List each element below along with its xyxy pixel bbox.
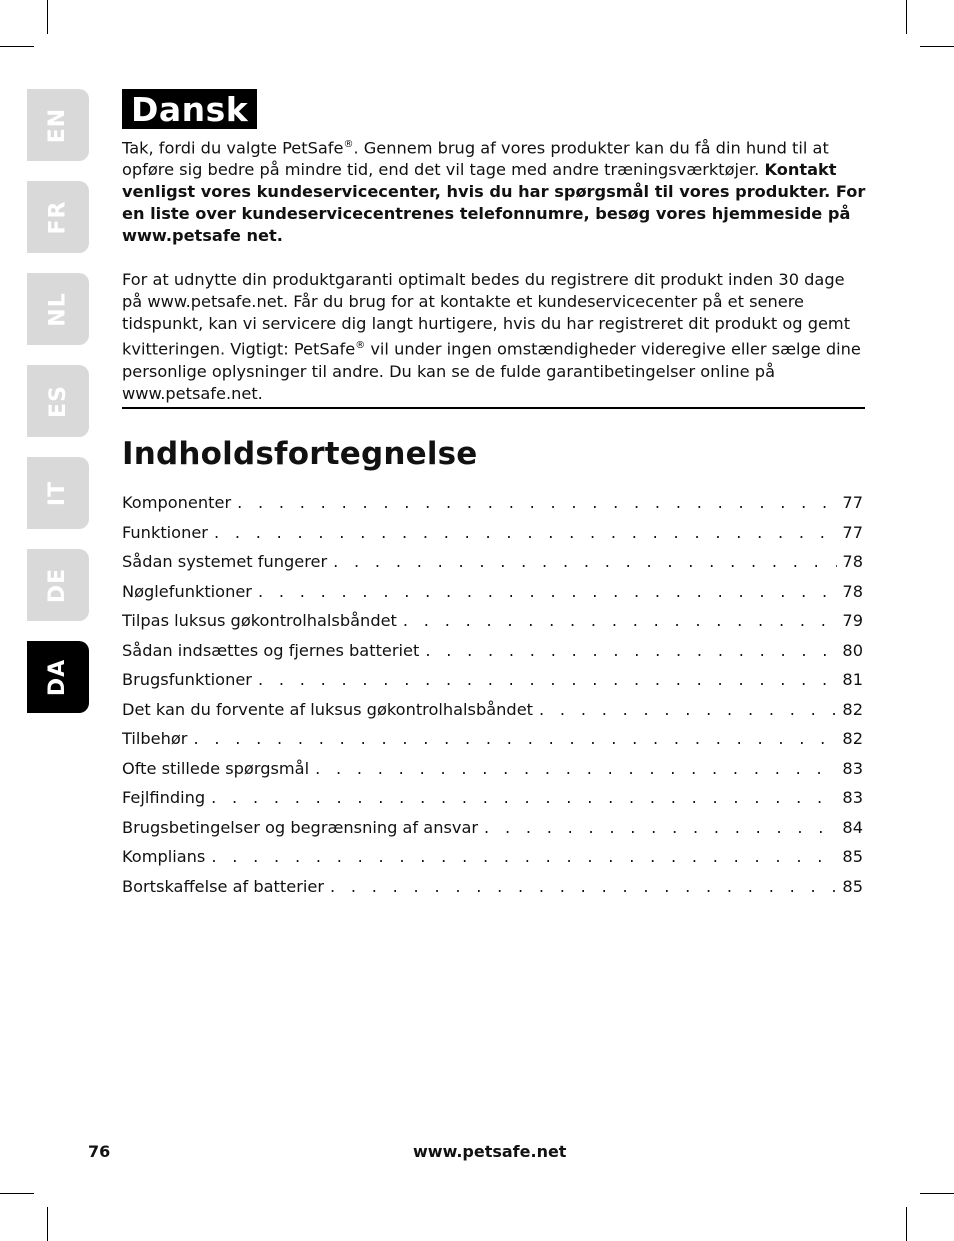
lang-tab-label: NL xyxy=(45,291,71,327)
toc-leader-dots xyxy=(214,523,837,542)
lang-tab-de[interactable] xyxy=(27,549,89,621)
crop-mark xyxy=(47,0,48,34)
toc-entry-label: Sådan systemet fungerer xyxy=(122,552,328,572)
toc-entry-page: 82 xyxy=(842,699,863,719)
toc-leader-dots xyxy=(211,788,837,807)
toc-entry-page: 77 xyxy=(842,493,863,513)
toc-leader-dots xyxy=(237,493,837,512)
lang-tab-label: IT xyxy=(45,480,71,506)
toc-entry-label: Brugsfunktioner xyxy=(122,670,252,690)
registered-mark: ® xyxy=(343,139,354,150)
toc-entry-page: 78 xyxy=(842,581,863,601)
toc-entry-page: 77 xyxy=(842,522,863,542)
lang-tab-label: ES xyxy=(45,384,71,418)
crop-mark xyxy=(906,1207,907,1241)
section-title xyxy=(122,89,257,129)
toc-entry-label: Komponenter xyxy=(122,493,232,513)
toc-leader-dots xyxy=(330,877,837,896)
toc-leader-dots xyxy=(315,759,837,778)
intro-text-run: . Gennem brug af vores produkter kan du få din hund til at opføre sig bedre på mindre tid, end det vil tage med andre træningsværktøjer. xyxy=(122,138,829,180)
toc-leader-dots xyxy=(333,552,837,571)
toc-entry-page: 85 xyxy=(842,847,863,867)
crop-mark xyxy=(0,46,34,47)
toc-entry-page: 83 xyxy=(842,758,863,778)
toc-leader-dots xyxy=(425,641,837,660)
toc-entry-page: 84 xyxy=(842,817,863,837)
crop-mark xyxy=(906,0,907,34)
intro-paragraph-2 xyxy=(122,269,867,404)
toc-entry[interactable] xyxy=(122,872,863,902)
toc-entry-page: 78 xyxy=(842,552,863,572)
toc-entry-page: 81 xyxy=(842,670,863,690)
table-of-contents xyxy=(122,488,863,901)
toc-entry[interactable] xyxy=(122,547,863,577)
registered-mark: ® xyxy=(355,340,366,352)
toc-entry[interactable] xyxy=(122,665,863,695)
toc-entry-label: Nøglefunktioner xyxy=(122,581,252,601)
toc-entry-label: Bortskaffelse af batterier xyxy=(122,876,324,896)
lang-tab-label: DA xyxy=(45,658,71,696)
toc-entry-label: Tilbehør xyxy=(122,729,188,749)
toc-entry[interactable] xyxy=(122,783,863,813)
toc-leader-dots xyxy=(403,611,837,630)
crop-mark xyxy=(920,1193,954,1194)
toc-leader-dots xyxy=(193,729,837,748)
lang-tab-es[interactable] xyxy=(27,365,89,437)
intro-text xyxy=(122,134,867,405)
crop-mark xyxy=(47,1207,48,1241)
intro-text-run: Tak, fordi du valgte PetSafe xyxy=(122,138,344,158)
lang-tab-label: DE xyxy=(45,567,71,603)
toc-entry[interactable] xyxy=(122,488,863,518)
intro-text-run: vil under ingen omstændigheder videregive eller sælge dine personlige oplysninger til andre. Du kan se de fulde garantibetingelser online på www.petsafe.net. xyxy=(122,339,861,403)
toc-entry-page: 80 xyxy=(842,640,863,660)
toc-entry-label: Komplians xyxy=(122,847,206,867)
toc-leader-dots xyxy=(539,700,837,719)
toc-entry[interactable] xyxy=(122,724,863,754)
toc-entry-label: Funktioner xyxy=(122,522,208,542)
toc-entry[interactable] xyxy=(122,636,863,666)
toc-entry-label: Sådan indsættes og fjernes batteriet xyxy=(122,640,420,660)
lang-tab-label: EN xyxy=(45,107,71,143)
section-title-text: Dansk xyxy=(131,89,249,129)
toc-entry[interactable] xyxy=(122,754,863,784)
toc-entry-label: Ofte stillede spørgsmål xyxy=(122,758,310,778)
toc-leader-dots xyxy=(211,847,837,866)
toc-entry-page: 85 xyxy=(842,876,863,896)
lang-tab-nl[interactable] xyxy=(27,273,89,345)
lang-tab-label: FR xyxy=(45,200,71,234)
intro-bold-contact: Kontakt venligst vores kundeservicecenter, hvis du har spørgsmål til vores produkter. For en liste over kundeservicecentrenes telefonnumre, besøg vores hjemmeside på www.petsafe net. xyxy=(122,160,866,246)
toc-entry[interactable] xyxy=(122,695,863,725)
toc-entry[interactable] xyxy=(122,813,863,843)
toc-entry-label: Brugsbetingelser og begrænsning af ansvar xyxy=(122,817,479,837)
toc-entry-page: 79 xyxy=(842,611,863,631)
toc-entry-label: Fejlfinding xyxy=(122,788,206,808)
toc-entry-page: 82 xyxy=(842,729,863,749)
intro-text-run: For at udnytte din produktgaranti optimalt bedes du registrere dit produkt inden 30 dage på www.petsafe.net. Får du brug for at kontakte et kundeservicecenter på et senere tidspunkt, kan vi servicere dig langt hurtigere, hvis du har registreret dit produkt og gemt kvitteringen. Vigtigt: PetSafe xyxy=(122,270,851,359)
toc-leader-dots xyxy=(258,582,837,601)
page-number: 76 xyxy=(88,1142,111,1161)
toc-entry[interactable] xyxy=(122,518,863,548)
toc-entry-label: Tilpas luksus gøkontrolhalsbåndet xyxy=(122,611,397,631)
lang-tab-en[interactable] xyxy=(27,89,89,161)
toc-leader-dots xyxy=(258,670,837,689)
section-divider xyxy=(122,407,865,409)
lang-tab-fr[interactable] xyxy=(27,181,89,253)
toc-entry[interactable] xyxy=(122,606,863,636)
crop-mark xyxy=(0,1193,34,1194)
toc-entry-page: 83 xyxy=(842,788,863,808)
toc-entry[interactable] xyxy=(122,577,863,607)
toc-entry-label: Det kan du forvente af luksus gøkontrolhalsbåndet xyxy=(122,699,534,719)
intro-paragraph-1 xyxy=(122,134,867,247)
crop-mark xyxy=(920,46,954,47)
toc-leader-dots xyxy=(484,818,837,837)
toc-title: Indholdsfortegnelse xyxy=(122,436,478,472)
lang-tab-da[interactable] xyxy=(27,641,89,713)
lang-tab-it[interactable] xyxy=(27,457,89,529)
footer-url[interactable]: www.petsafe.net xyxy=(413,1142,567,1161)
toc-entry[interactable] xyxy=(122,842,863,872)
